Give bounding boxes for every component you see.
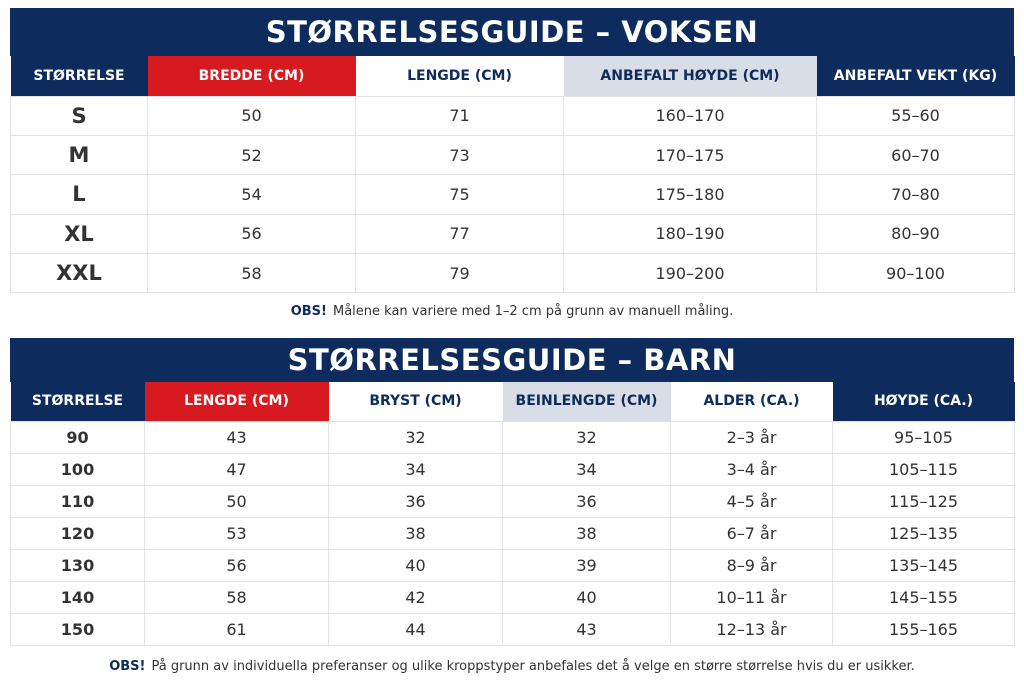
note-label: OBS! bbox=[109, 659, 146, 674]
chest-cell: 40 bbox=[329, 549, 503, 581]
length-cell: 61 bbox=[145, 613, 329, 645]
chest-cell: 38 bbox=[329, 517, 503, 549]
size-cell: 130 bbox=[11, 549, 145, 581]
header-length: LENGDE (CM) bbox=[356, 56, 564, 96]
height-cell: 170–175 bbox=[564, 135, 817, 174]
table-row bbox=[11, 549, 1015, 581]
weight-cell: 60–70 bbox=[817, 135, 1015, 174]
leg-length-cell: 40 bbox=[503, 581, 671, 613]
note-text: På grunn av individuella preferanser og ulike kroppstyper anbefales det å velge en større størrelse hvis du er usikker. bbox=[151, 659, 915, 674]
size-cell: L bbox=[11, 175, 148, 214]
length-cell: 56 bbox=[145, 549, 329, 581]
length-cell: 71 bbox=[356, 96, 564, 135]
header-chest: BRYST (CM) bbox=[329, 382, 503, 421]
table-row bbox=[11, 175, 1015, 214]
table-row bbox=[11, 453, 1015, 485]
size-cell: 120 bbox=[11, 517, 145, 549]
size-cell: S bbox=[11, 96, 148, 135]
chest-cell: 34 bbox=[329, 453, 503, 485]
header-recommended-height: ANBEFALT HØYDE (CM) bbox=[564, 56, 817, 96]
chest-cell: 42 bbox=[329, 581, 503, 613]
age-cell: 8–9 år bbox=[671, 549, 833, 581]
width-cell: 56 bbox=[148, 214, 356, 253]
weight-cell: 80–90 bbox=[817, 214, 1015, 253]
adult-guide-title: STØRRELSESGUIDE – VOKSEN bbox=[10, 8, 1014, 56]
length-cell: 73 bbox=[356, 135, 564, 174]
height-cell: 115–125 bbox=[833, 485, 1015, 517]
leg-length-cell: 39 bbox=[503, 549, 671, 581]
table-header-row bbox=[11, 56, 1015, 96]
age-cell: 6–7 år bbox=[671, 517, 833, 549]
chest-cell: 44 bbox=[329, 613, 503, 645]
height-cell: 105–115 bbox=[833, 453, 1015, 485]
table-row bbox=[11, 214, 1015, 253]
height-cell: 160–170 bbox=[564, 96, 817, 135]
child-note bbox=[0, 659, 1024, 674]
header-height: HØYDE (CA.) bbox=[833, 382, 1015, 421]
height-cell: 135–145 bbox=[833, 549, 1015, 581]
length-cell: 43 bbox=[145, 421, 329, 453]
header-age: ALDER (CA.) bbox=[671, 382, 833, 421]
child-guide-title: STØRRELSESGUIDE – BARN bbox=[10, 338, 1014, 382]
height-cell: 190–200 bbox=[564, 254, 817, 293]
header-size: STØRRELSE bbox=[11, 382, 145, 421]
table-row bbox=[11, 96, 1015, 135]
width-cell: 58 bbox=[148, 254, 356, 293]
size-cell: M bbox=[11, 135, 148, 174]
size-cell: 150 bbox=[11, 613, 145, 645]
table-row bbox=[11, 517, 1015, 549]
height-cell: 155–165 bbox=[833, 613, 1015, 645]
note-label: OBS! bbox=[290, 304, 327, 319]
leg-length-cell: 32 bbox=[503, 421, 671, 453]
size-cell: XXL bbox=[11, 254, 148, 293]
length-cell: 77 bbox=[356, 214, 564, 253]
table-row bbox=[11, 135, 1015, 174]
width-cell: 54 bbox=[148, 175, 356, 214]
size-cell: 140 bbox=[11, 581, 145, 613]
table-row bbox=[11, 421, 1015, 453]
header-size: STØRRELSE bbox=[11, 56, 148, 96]
child-size-table bbox=[10, 382, 1015, 646]
length-cell: 47 bbox=[145, 453, 329, 485]
height-cell: 125–135 bbox=[833, 517, 1015, 549]
length-cell: 53 bbox=[145, 517, 329, 549]
height-cell: 180–190 bbox=[564, 214, 817, 253]
age-cell: 4–5 år bbox=[671, 485, 833, 517]
size-cell: 110 bbox=[11, 485, 145, 517]
table-header-row bbox=[11, 382, 1015, 421]
chest-cell: 32 bbox=[329, 421, 503, 453]
weight-cell: 55–60 bbox=[817, 96, 1015, 135]
table-row bbox=[11, 613, 1015, 645]
length-cell: 79 bbox=[356, 254, 564, 293]
table-row bbox=[11, 254, 1015, 293]
age-cell: 3–4 år bbox=[671, 453, 833, 485]
age-cell: 12–13 år bbox=[671, 613, 833, 645]
size-cell: 90 bbox=[11, 421, 145, 453]
table-row bbox=[11, 485, 1015, 517]
header-recommended-weight: ANBEFALT VEKT (KG) bbox=[817, 56, 1015, 96]
height-cell: 175–180 bbox=[564, 175, 817, 214]
leg-length-cell: 34 bbox=[503, 453, 671, 485]
height-cell: 95–105 bbox=[833, 421, 1015, 453]
length-cell: 58 bbox=[145, 581, 329, 613]
chest-cell: 36 bbox=[329, 485, 503, 517]
length-cell: 75 bbox=[356, 175, 564, 214]
height-cell: 145–155 bbox=[833, 581, 1015, 613]
header-width: BREDDE (CM) bbox=[148, 56, 356, 96]
note-text: Målene kan variere med 1–2 cm på grunn av manuell måling. bbox=[332, 304, 734, 319]
table-row bbox=[11, 581, 1015, 613]
width-cell: 52 bbox=[148, 135, 356, 174]
header-length: LENGDE (CM) bbox=[145, 382, 329, 421]
age-cell: 10–11 år bbox=[671, 581, 833, 613]
size-cell: 100 bbox=[11, 453, 145, 485]
weight-cell: 70–80 bbox=[817, 175, 1015, 214]
header-leg-length: BEINLENGDE (CM) bbox=[503, 382, 671, 421]
leg-length-cell: 36 bbox=[503, 485, 671, 517]
age-cell: 2–3 år bbox=[671, 421, 833, 453]
adult-note bbox=[0, 304, 1024, 319]
length-cell: 50 bbox=[145, 485, 329, 517]
leg-length-cell: 38 bbox=[503, 517, 671, 549]
weight-cell: 90–100 bbox=[817, 254, 1015, 293]
size-cell: XL bbox=[11, 214, 148, 253]
leg-length-cell: 43 bbox=[503, 613, 671, 645]
width-cell: 50 bbox=[148, 96, 356, 135]
adult-size-table bbox=[10, 56, 1015, 293]
